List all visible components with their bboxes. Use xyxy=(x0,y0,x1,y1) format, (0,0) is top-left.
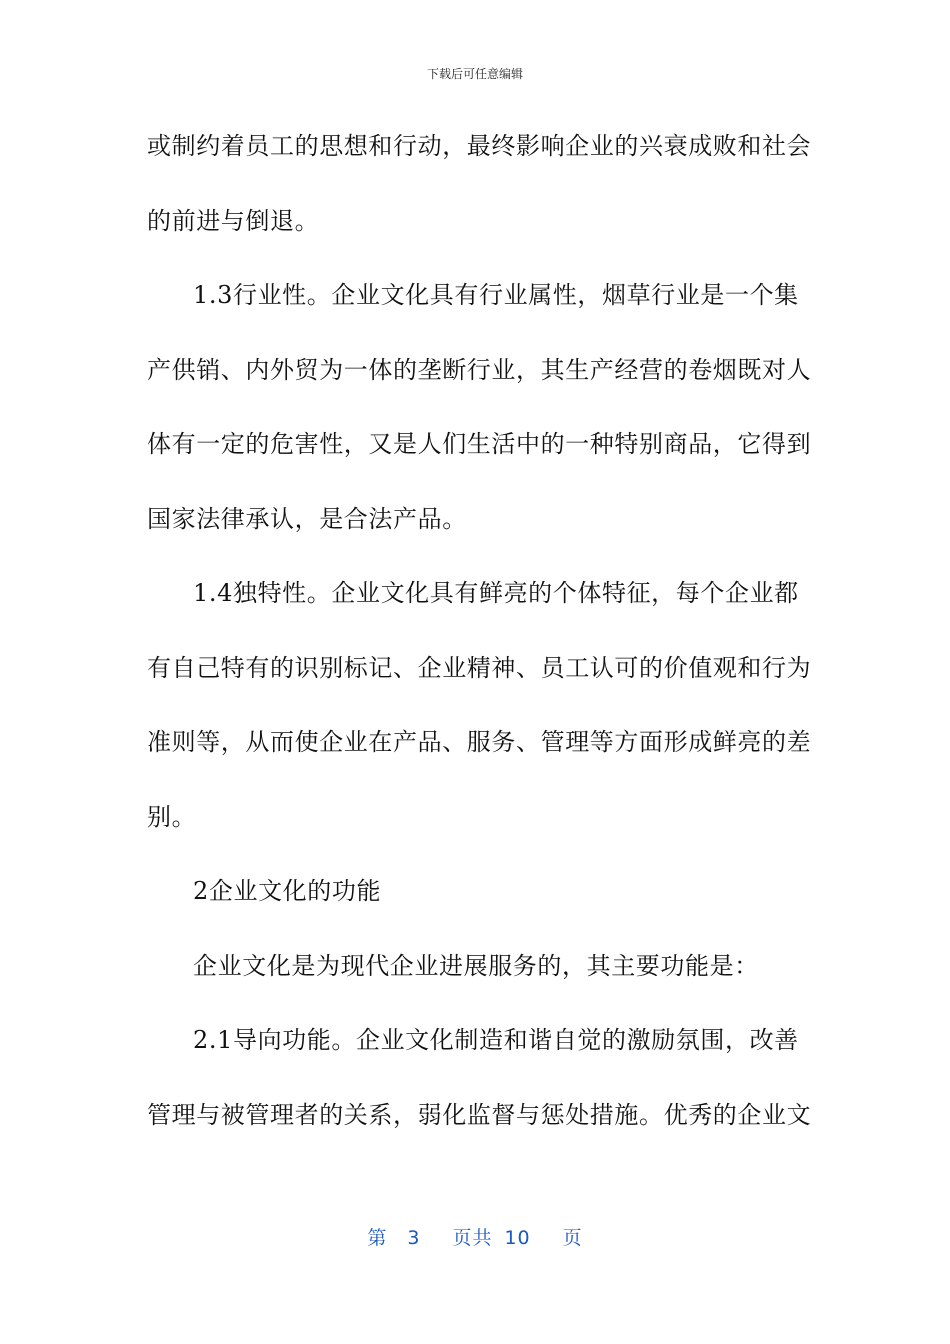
footer-middle: 页共 xyxy=(452,1227,493,1249)
total-pages-number: 10 xyxy=(504,1227,531,1249)
page-footer xyxy=(0,1224,950,1252)
text-line: 2.1导向功能。企业文化制造和谐自觉的激励氛围，改善 xyxy=(193,1026,799,1054)
document-body xyxy=(147,116,812,1159)
text-line: 1.4独特性。企业文化具有鲜亮的个体特征，每个企业都 xyxy=(193,579,799,607)
text-line: 或制约着员工的思想和行动，最终影响企业的兴衰成败和社会 xyxy=(147,132,812,160)
text-line: 别。 xyxy=(147,802,197,831)
page-header: 下载后可任意编辑 xyxy=(426,67,523,81)
text-line: 国家法律承认，是合法产品。 xyxy=(147,504,467,533)
text-line: 体有一定的危害性，又是人们生活中的一种特别商品，它得到 xyxy=(147,430,812,458)
text-line: 产供销、内外贸为一体的垄断行业，其生产经营的卷烟既对人 xyxy=(147,355,812,384)
text-line: 的前进与倒退。 xyxy=(147,206,320,235)
footer-prefix: 第 xyxy=(367,1227,388,1249)
text-line: 准则等，从而使企业在产品、服务、管理等方面形成鲜亮的差 xyxy=(147,728,812,756)
text-line: 有自己特有的识别标记、企业精神、员工认可的价值观和行为 xyxy=(147,653,812,682)
text-line: 企业文化是为现代企业进展服务的，其主要功能是： xyxy=(193,951,759,980)
current-page-number: 3 xyxy=(407,1227,421,1249)
text-line: 1.3行业性。企业文化具有行业属性，烟草行业是一个集 xyxy=(193,281,799,309)
footer-suffix: 页 xyxy=(562,1227,583,1249)
section-heading: 2企业文化的功能 xyxy=(193,877,382,905)
text-line: 管理与被管理者的关系，弱化监督与惩处措施。优秀的企业文 xyxy=(147,1100,812,1129)
